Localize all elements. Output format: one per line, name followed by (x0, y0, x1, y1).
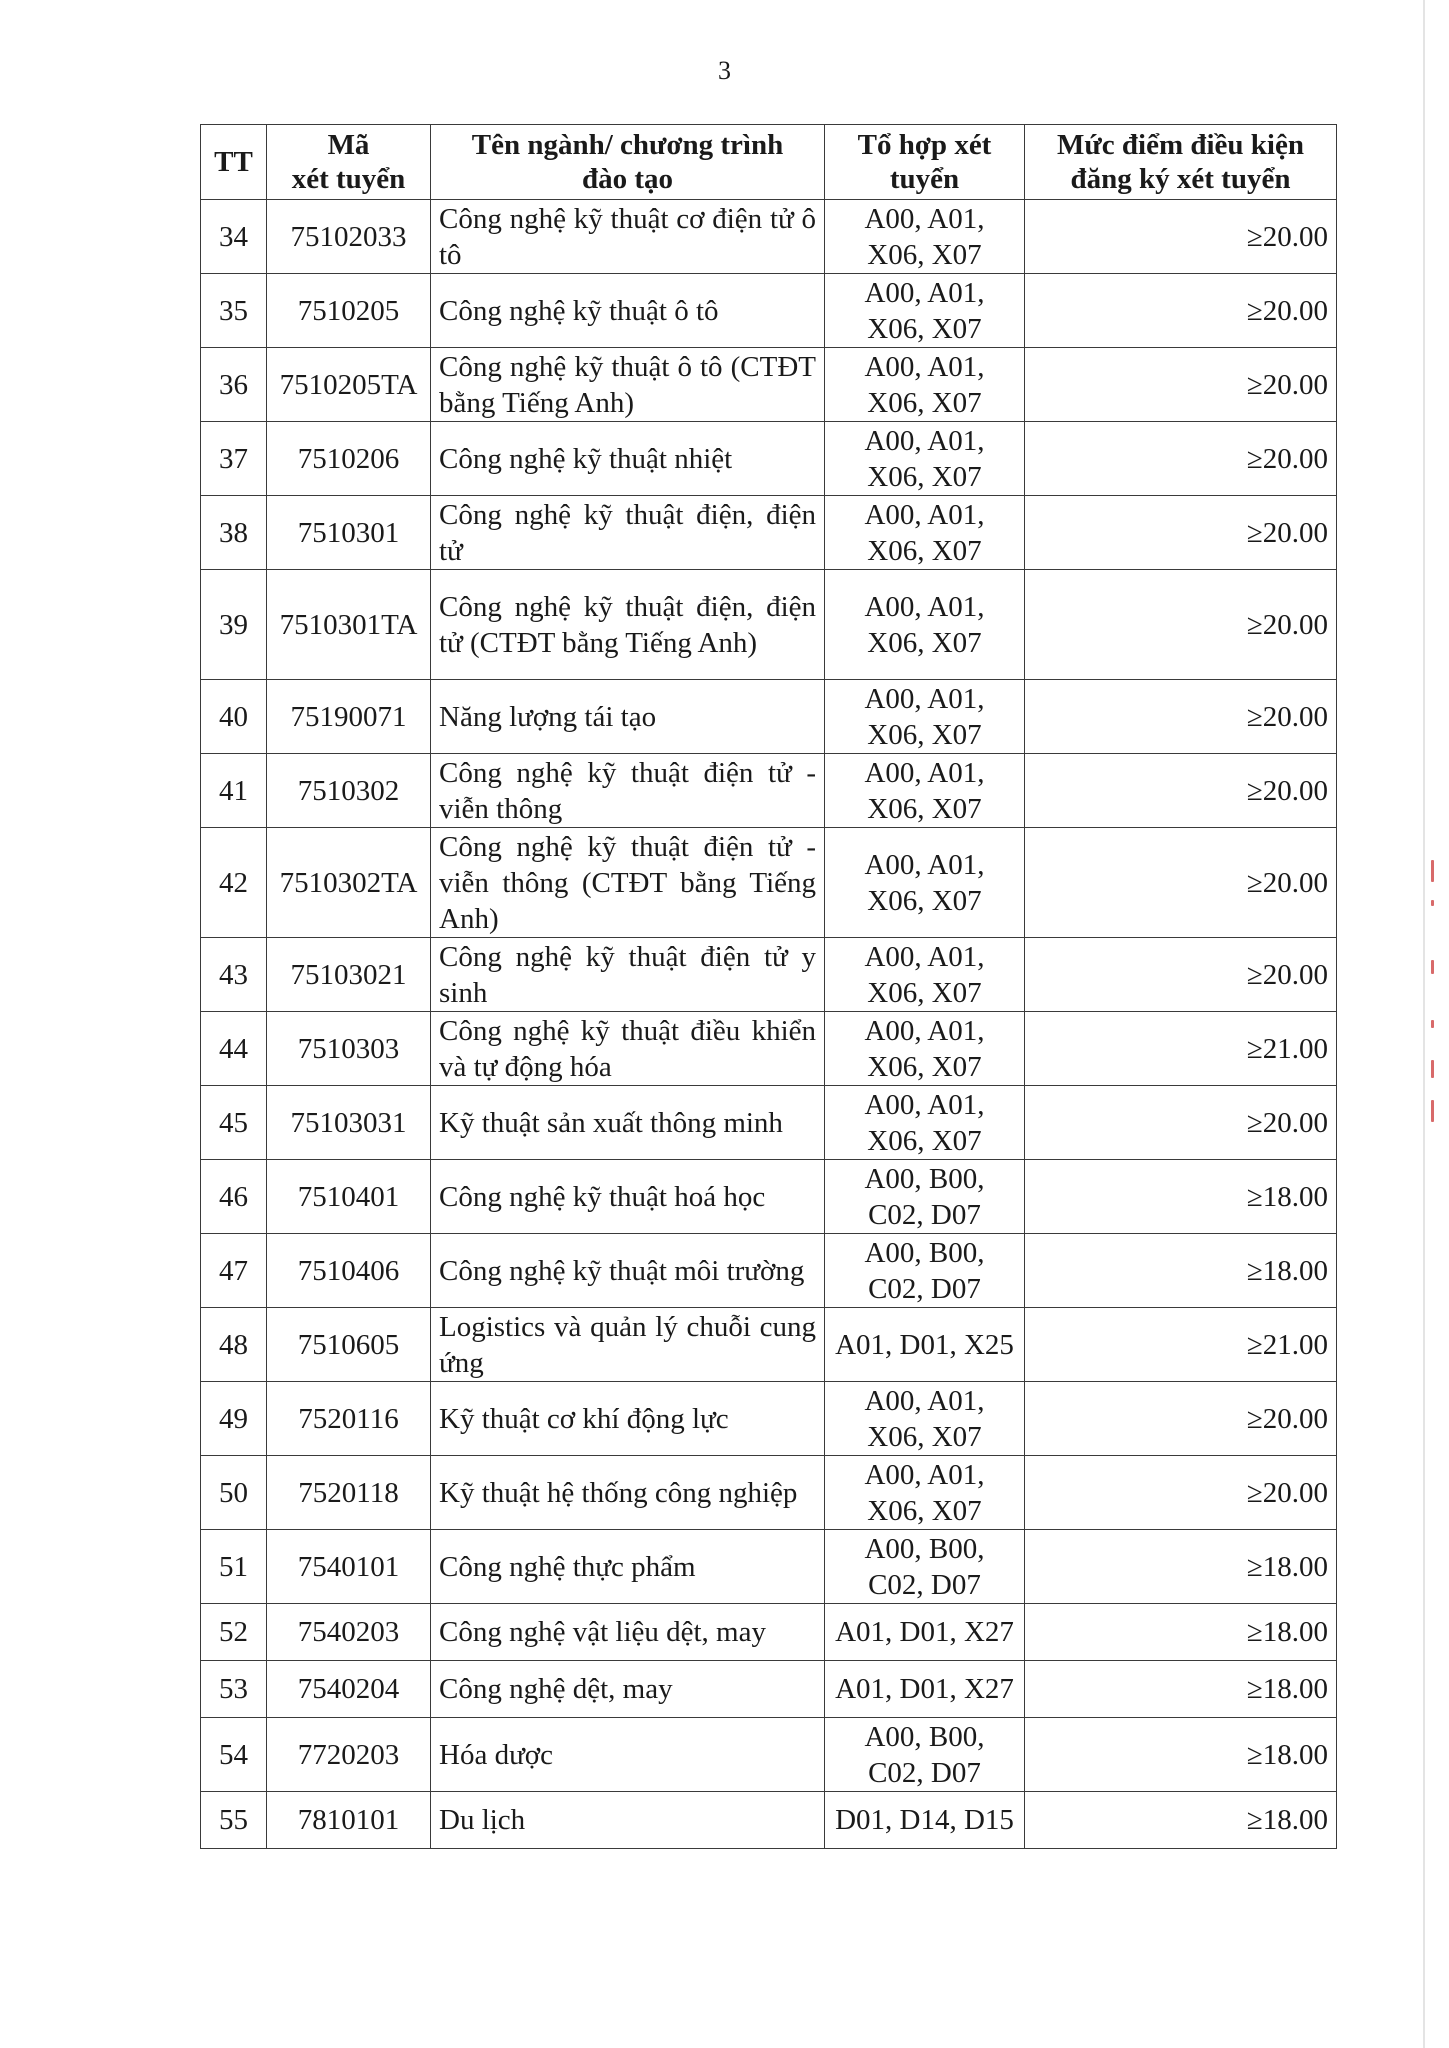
cell-subject-combination: A00, A01, X06, X07 (825, 496, 1025, 570)
cell-program-name: Kỹ thuật hệ thống công nghiệp (431, 1456, 825, 1530)
cell-code: 7540101 (267, 1530, 431, 1604)
cell-minimum-score: ≥20.00 (1025, 348, 1337, 422)
cell-code: 7520118 (267, 1456, 431, 1530)
cell-code: 7540203 (267, 1604, 431, 1661)
cell-program-name: Công nghệ thực phẩm (431, 1530, 825, 1604)
cell-minimum-score: ≥18.00 (1025, 1234, 1337, 1308)
cell-program-name: Công nghệ kỹ thuật ô tô (431, 274, 825, 348)
table-row (201, 828, 1337, 938)
table-row (201, 754, 1337, 828)
cell-program-name: Năng lượng tái tạo (431, 680, 825, 754)
table-row (201, 1530, 1337, 1604)
cell-minimum-score: ≥20.00 (1025, 754, 1337, 828)
cell-program-name: Công nghệ dệt, may (431, 1661, 825, 1718)
cell-minimum-score: ≥18.00 (1025, 1661, 1337, 1718)
cell-tt: 55 (201, 1792, 267, 1849)
cell-code: 7510301TA (267, 570, 431, 680)
cell-subject-combination: A00, A01, X06, X07 (825, 348, 1025, 422)
cell-subject-combination: A00, A01, X06, X07 (825, 828, 1025, 938)
cell-subject-combination: A01, D01, X25 (825, 1308, 1025, 1382)
cell-program-name: Công nghệ vật liệu dệt, may (431, 1604, 825, 1661)
cell-tt: 41 (201, 754, 267, 828)
cell-subject-combination: A00, B00, C02, D07 (825, 1530, 1025, 1604)
cell-minimum-score: ≥20.00 (1025, 828, 1337, 938)
cell-tt: 46 (201, 1160, 267, 1234)
cell-subject-combination: A00, A01, X06, X07 (825, 1012, 1025, 1086)
cell-minimum-score: ≥20.00 (1025, 680, 1337, 754)
cell-tt: 44 (201, 1012, 267, 1086)
cell-program-name: Công nghệ kỹ thuật ô tô (CTĐT bằng Tiếng Anh) (431, 348, 825, 422)
cell-program-name: Công nghệ kỹ thuật nhiệt (431, 422, 825, 496)
cell-program-name: Kỹ thuật sản xuất thông minh (431, 1086, 825, 1160)
table-row (201, 496, 1337, 570)
cell-tt: 49 (201, 1382, 267, 1456)
cell-code: 75190071 (267, 680, 431, 754)
cell-minimum-score: ≥18.00 (1025, 1160, 1337, 1234)
table-row (201, 200, 1337, 274)
cell-subject-combination: A00, B00, C02, D07 (825, 1234, 1025, 1308)
cell-minimum-score: ≥20.00 (1025, 1382, 1337, 1456)
cell-tt: 37 (201, 422, 267, 496)
cell-minimum-score: ≥21.00 (1025, 1012, 1337, 1086)
cell-tt: 45 (201, 1086, 267, 1160)
cell-tt: 47 (201, 1234, 267, 1308)
cell-minimum-score: ≥18.00 (1025, 1604, 1337, 1661)
cell-program-name: Công nghệ kỹ thuật điện, điện tử (431, 496, 825, 570)
cell-tt: 42 (201, 828, 267, 938)
cell-tt: 43 (201, 938, 267, 1012)
cell-subject-combination: A01, D01, X27 (825, 1604, 1025, 1661)
cell-tt: 40 (201, 680, 267, 754)
cell-minimum-score: ≥18.00 (1025, 1530, 1337, 1604)
cell-tt: 39 (201, 570, 267, 680)
table-row (201, 1012, 1337, 1086)
cell-subject-combination: A00, A01, X06, X07 (825, 1456, 1025, 1530)
cell-code: 7540204 (267, 1661, 431, 1718)
cell-tt: 48 (201, 1308, 267, 1382)
cell-minimum-score: ≥20.00 (1025, 570, 1337, 680)
table-row (201, 348, 1337, 422)
cell-program-name: Công nghệ kỹ thuật điện tử - viễn thông (CTĐT bằng Tiếng Anh) (431, 828, 825, 938)
cell-subject-combination: A00, A01, X06, X07 (825, 1382, 1025, 1456)
table-row (201, 1792, 1337, 1849)
cell-code: 75103031 (267, 1086, 431, 1160)
cell-subject-combination: A00, A01, X06, X07 (825, 938, 1025, 1012)
header-minimum-score: Mức điểm điều kiện đăng ký xét tuyển (1025, 125, 1337, 200)
cell-code: 7510401 (267, 1160, 431, 1234)
cell-tt: 54 (201, 1718, 267, 1792)
table-row (201, 1382, 1337, 1456)
table-row (201, 1456, 1337, 1530)
cell-tt: 36 (201, 348, 267, 422)
header-program-name: Tên ngành/ chương trình đào tạo (431, 125, 825, 200)
cell-code: 7510301 (267, 496, 431, 570)
cell-program-name: Công nghệ kỹ thuật điện tử - viễn thông (431, 754, 825, 828)
cell-minimum-score: ≥20.00 (1025, 422, 1337, 496)
cell-minimum-score: ≥20.00 (1025, 496, 1337, 570)
cell-tt: 53 (201, 1661, 267, 1718)
admissions-table (200, 124, 1337, 1849)
table-row (201, 1160, 1337, 1234)
table-row (201, 1086, 1337, 1160)
cell-code: 7510205 (267, 274, 431, 348)
cell-minimum-score: ≥21.00 (1025, 1308, 1337, 1382)
cell-code: 7510302TA (267, 828, 431, 938)
cell-minimum-score: ≥20.00 (1025, 1086, 1337, 1160)
cell-minimum-score: ≥18.00 (1025, 1792, 1337, 1849)
cell-minimum-score: ≥18.00 (1025, 1718, 1337, 1792)
cell-tt: 35 (201, 274, 267, 348)
margin-stamp-marks (1429, 860, 1439, 1130)
cell-subject-combination: A00, A01, X06, X07 (825, 680, 1025, 754)
cell-subject-combination: A00, A01, X06, X07 (825, 274, 1025, 348)
cell-subject-combination: A00, B00, C02, D07 (825, 1718, 1025, 1792)
cell-program-name: Hóa dược (431, 1718, 825, 1792)
header-code: Mã xét tuyển (267, 125, 431, 200)
table-row (201, 938, 1337, 1012)
table-row (201, 274, 1337, 348)
cell-minimum-score: ≥20.00 (1025, 1456, 1337, 1530)
cell-code: 75102033 (267, 200, 431, 274)
cell-tt: 50 (201, 1456, 267, 1530)
cell-code: 7720203 (267, 1718, 431, 1792)
table-row (201, 1234, 1337, 1308)
cell-program-name: Công nghệ kỹ thuật hoá học (431, 1160, 825, 1234)
cell-code: 7510206 (267, 422, 431, 496)
cell-subject-combination: A01, D01, X27 (825, 1661, 1025, 1718)
cell-program-name: Công nghệ kỹ thuật điều khiển và tự động hóa (431, 1012, 825, 1086)
cell-subject-combination: D01, D14, D15 (825, 1792, 1025, 1849)
table-row (201, 1308, 1337, 1382)
table-row (201, 570, 1337, 680)
cell-tt: 34 (201, 200, 267, 274)
cell-code: 7510302 (267, 754, 431, 828)
cell-code: 7510605 (267, 1308, 431, 1382)
cell-code: 7510406 (267, 1234, 431, 1308)
cell-minimum-score: ≥20.00 (1025, 200, 1337, 274)
cell-code: 7810101 (267, 1792, 431, 1849)
cell-subject-combination: A00, B00, C02, D07 (825, 1160, 1025, 1234)
cell-minimum-score: ≥20.00 (1025, 274, 1337, 348)
table-row (201, 680, 1337, 754)
cell-code: 7520116 (267, 1382, 431, 1456)
cell-program-name: Du lịch (431, 1792, 825, 1849)
header-subject-combination: Tổ hợp xét tuyển (825, 125, 1025, 200)
cell-tt: 51 (201, 1530, 267, 1604)
page-right-edge (1423, 0, 1425, 2048)
page-number: 3 (718, 56, 731, 85)
cell-program-name: Logistics và quản lý chuỗi cung ứng (431, 1308, 825, 1382)
cell-program-name: Công nghệ kỹ thuật cơ điện tử ô tô (431, 200, 825, 274)
cell-minimum-score: ≥20.00 (1025, 938, 1337, 1012)
cell-program-name: Công nghệ kỹ thuật điện, điện tử (CTĐT bằng Tiếng Anh) (431, 570, 825, 680)
table-row (201, 422, 1337, 496)
cell-program-name: Công nghệ kỹ thuật môi trường (431, 1234, 825, 1308)
header-tt: TT (201, 125, 267, 200)
cell-subject-combination: A00, A01, X06, X07 (825, 570, 1025, 680)
cell-subject-combination: A00, A01, X06, X07 (825, 200, 1025, 274)
cell-code: 75103021 (267, 938, 431, 1012)
cell-subject-combination: A00, A01, X06, X07 (825, 1086, 1025, 1160)
cell-code: 7510303 (267, 1012, 431, 1086)
table-row (201, 1661, 1337, 1718)
cell-program-name: Công nghệ kỹ thuật điện tử y sinh (431, 938, 825, 1012)
table-row (201, 1604, 1337, 1661)
table-header-row (201, 125, 1337, 200)
table-row (201, 1718, 1337, 1792)
cell-subject-combination: A00, A01, X06, X07 (825, 754, 1025, 828)
cell-tt: 38 (201, 496, 267, 570)
cell-code: 7510205TA (267, 348, 431, 422)
cell-subject-combination: A00, A01, X06, X07 (825, 422, 1025, 496)
cell-tt: 52 (201, 1604, 267, 1661)
cell-program-name: Kỹ thuật cơ khí động lực (431, 1382, 825, 1456)
table-body (201, 200, 1337, 1849)
